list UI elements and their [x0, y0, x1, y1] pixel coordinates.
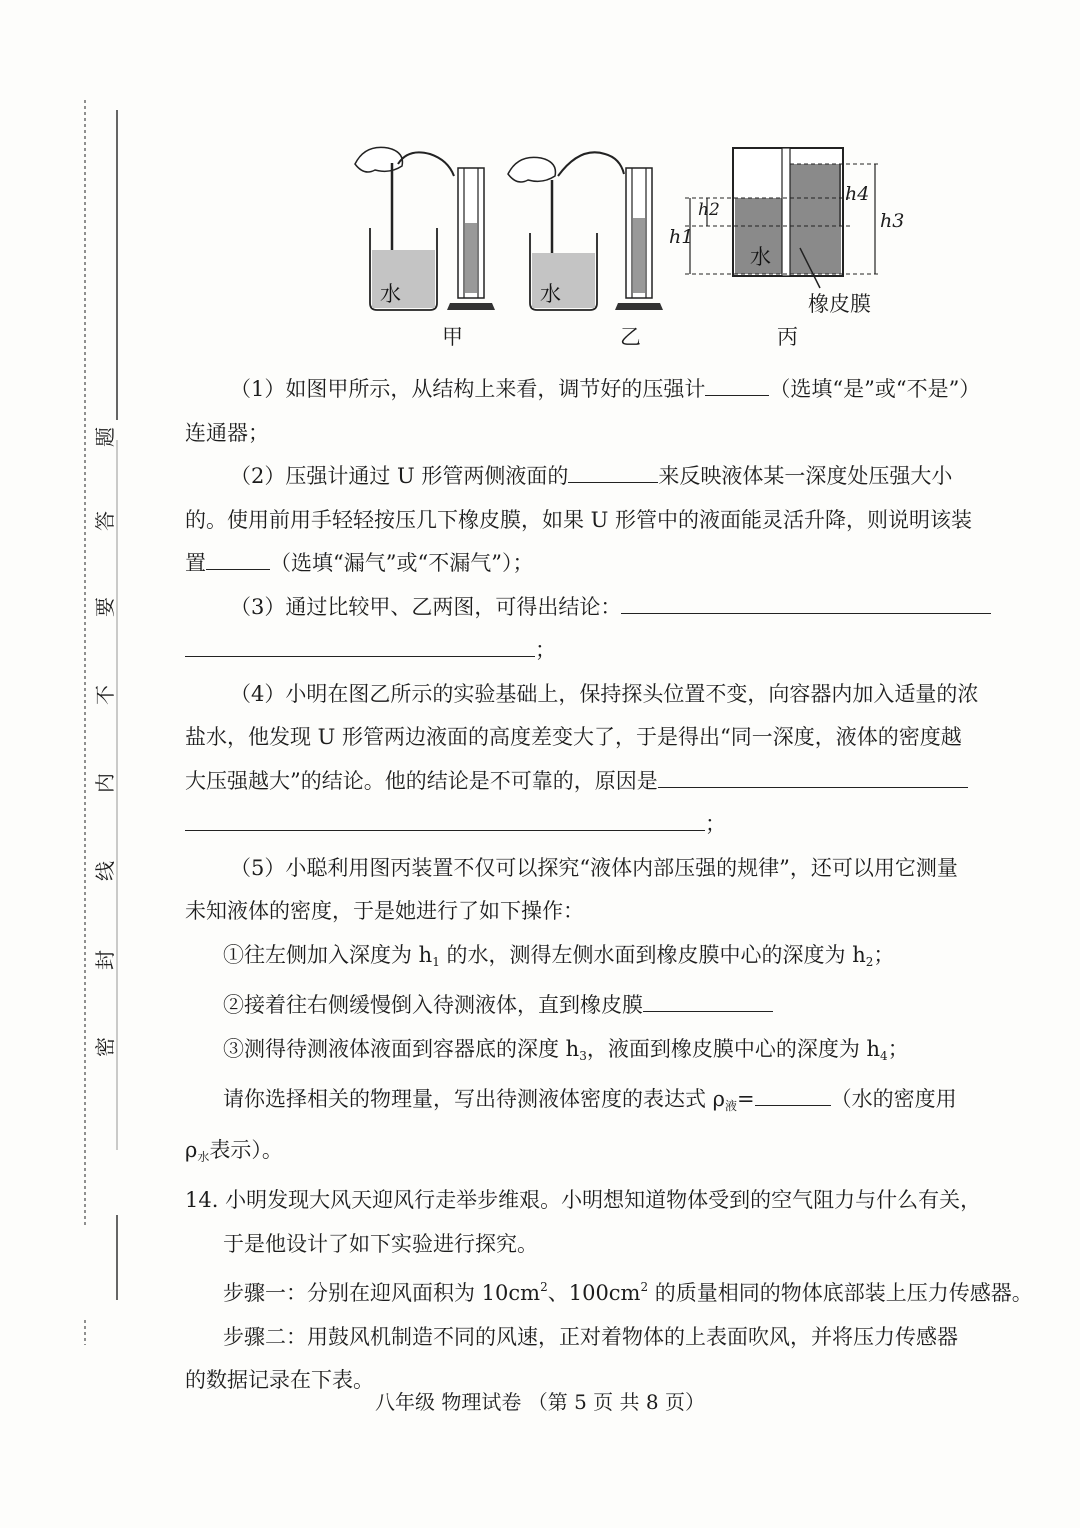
- margin-char-nei: 内: [93, 773, 117, 793]
- q13-part2-line2: 的。使用前用手轻轻按压几下橡皮膜，如果 U 形管中的液面能灵活升降，则说明该装: [185, 507, 973, 532]
- answer-blank-4a[interactable]: [621, 587, 991, 614]
- q13-part2-text: （2）压强计通过 U 形管两侧液面的: [230, 464, 569, 488]
- expr-text-a: 请你选择相关的物理量，写出待测液体密度的表达式 ρ: [223, 1087, 726, 1111]
- page-footer: 八年级 物理试卷 （第 5 页 共 8 页）: [375, 1390, 705, 1414]
- q13-expression-line2: [185, 1129, 1035, 1180]
- answer-blank-3[interactable]: [206, 543, 270, 570]
- margin-char-ti: 题: [93, 427, 117, 447]
- step1-end: ；: [873, 942, 895, 967]
- q13-part4-end: ；: [705, 812, 726, 836]
- water-label-jia: 水: [380, 282, 401, 306]
- h4-label: h4: [845, 183, 870, 205]
- h2-label: h2: [698, 200, 720, 220]
- answer-blank-4b[interactable]: [185, 630, 535, 657]
- q14-step1-text-a: 步骤一：分别在迎风面积为 10cm: [223, 1281, 541, 1305]
- figure-yi-caption: 乙: [620, 325, 641, 349]
- water-label-bing: 水: [750, 245, 771, 269]
- q14-line1: 14. 小明发现大风天迎风行走举步维艰。小明想知道物体受到的空气阻力与什么有关，: [185, 1188, 982, 1212]
- q13-part5-line2: 未知液体的密度，于是她进行了如下操作：: [185, 899, 584, 923]
- step1-sub1: 1: [432, 954, 440, 969]
- margin-char-feng: 封: [93, 950, 117, 970]
- answer-blank-6[interactable]: [643, 985, 773, 1012]
- q13-part1-line2: 连通器；: [185, 420, 269, 445]
- figure-jia-apparatus: [355, 147, 495, 310]
- step1-sub2: 2: [865, 954, 874, 969]
- water-label-yi: 水: [540, 282, 561, 306]
- q13-part2-hint: （选填“漏气”或“不漏气”）；: [270, 551, 534, 575]
- step3-sub2: 4: [880, 1048, 888, 1063]
- q13-part1-text: （1）如图甲所示，从结构上来看，调节好的压强计: [230, 377, 706, 401]
- q13-part1-hint: （选填“是”或“不是”）: [769, 377, 981, 401]
- expr-rho: ρ: [185, 1137, 198, 1162]
- q13-part3-line1: [185, 586, 1035, 630]
- q13-part5-line1: （5）小聪利用图丙装置不仅可以探究“液体内部压强的规律”，还可以用它测量: [230, 855, 958, 880]
- margin-char-bu: 不: [93, 685, 117, 705]
- expr-text-e: 表示）。: [209, 1137, 283, 1162]
- q13-part2-line1: [185, 455, 1035, 499]
- step3-sub1: 3: [579, 1048, 587, 1063]
- q13-step1: [185, 934, 1035, 985]
- q14-step1: [185, 1266, 1035, 1316]
- figure-yi-apparatus: [508, 152, 663, 310]
- binding-margin: [0, 0, 150, 1528]
- q13-part2-line3: [185, 542, 1035, 586]
- answer-blank-5b[interactable]: [185, 804, 705, 831]
- q13-part4-text-c: 大压强越大”的结论。他的结论是不可靠的，原因是: [185, 768, 658, 793]
- q14-step1-sup1: 2: [540, 1280, 548, 1294]
- q13-part3-line2: [185, 629, 1035, 673]
- question-text: [185, 368, 1035, 1403]
- step3-text-b: ，液面到橡皮膜中心的深度为 h: [586, 1036, 881, 1061]
- experiment-figures: [330, 138, 910, 353]
- q13-part4-line2: 盐水，他发现 U 形管两边液面的高度差变大了，于是得出“同一深度，液体的密度越: [185, 725, 962, 749]
- q14-step2: 步骤二：用鼓风机制造不同的风速，正对着物体的上表面吹风，并将压力传感器: [223, 1324, 958, 1349]
- q13-part2-text-b: 来反映液体某一深度处压强大小: [658, 464, 953, 488]
- expr-equals: =: [737, 1087, 755, 1111]
- margin-char-da: 答: [93, 511, 117, 531]
- figure-jia-caption: 甲: [442, 325, 463, 349]
- expr-text-c: （水的密度用: [830, 1087, 957, 1111]
- answer-blank-2[interactable]: [568, 456, 658, 483]
- q14-step1-text-b: 、100cm: [547, 1281, 641, 1305]
- q13-part4-line4: [185, 803, 1035, 847]
- q13-part1-line1: [185, 368, 1035, 412]
- q14-step1-sup2: 2: [640, 1280, 649, 1294]
- q13-part3-text: （3）通过比较甲、乙两图，可得出结论：: [230, 594, 622, 619]
- h3-label: h3: [880, 210, 905, 232]
- answer-blank-7[interactable]: [755, 1079, 831, 1106]
- q13-part4-line1: （4）小明在图乙所示的实验基础上，保持探头位置不变，向容器内加入适量的浓: [230, 681, 979, 706]
- q14-step1-text-c: 的质量相同的物体底部装上压力传感器。: [648, 1281, 1033, 1305]
- answer-blank-1[interactable]: [705, 369, 769, 396]
- q13-step3: [185, 1028, 1035, 1079]
- q13-part4-line3: [185, 760, 1035, 804]
- q14-line5: 的数据记录在下表。: [185, 1368, 374, 1392]
- step1-text-b: 的水，测得左侧水面到橡皮膜中心的深度为 h: [439, 942, 866, 967]
- binding-margin-lines: [0, 0, 150, 1528]
- expr-sub2: 水: [197, 1149, 210, 1164]
- q14-line2: 于是他设计了如下实验进行探究。: [223, 1231, 538, 1256]
- step3-end: ；: [887, 1036, 909, 1061]
- margin-char-yao: 要: [93, 597, 117, 617]
- q13-expression-line1: [185, 1078, 1035, 1129]
- answer-blank-5a[interactable]: [658, 761, 968, 788]
- expr-sub: 液: [725, 1099, 738, 1113]
- figure-bing-caption: 丙: [777, 325, 798, 349]
- step3-text-a: ③测得待测液体液面到容器底的深度 h: [223, 1036, 580, 1061]
- step1-text-a: ①往左侧加入深度为 h: [223, 942, 433, 967]
- q13-part2-text-d: 置: [185, 551, 206, 575]
- q13-part3-end: ；: [535, 638, 556, 662]
- membrane-label: 橡皮膜: [808, 292, 871, 316]
- h1-label: h1: [669, 226, 694, 248]
- q13-step2: [185, 984, 1035, 1028]
- margin-char-mi: 密: [93, 1037, 117, 1057]
- step2-text: ②接着往右侧缓慢倒入待测液体，直到橡皮膜: [223, 993, 643, 1017]
- margin-char-xian: 线: [93, 861, 117, 881]
